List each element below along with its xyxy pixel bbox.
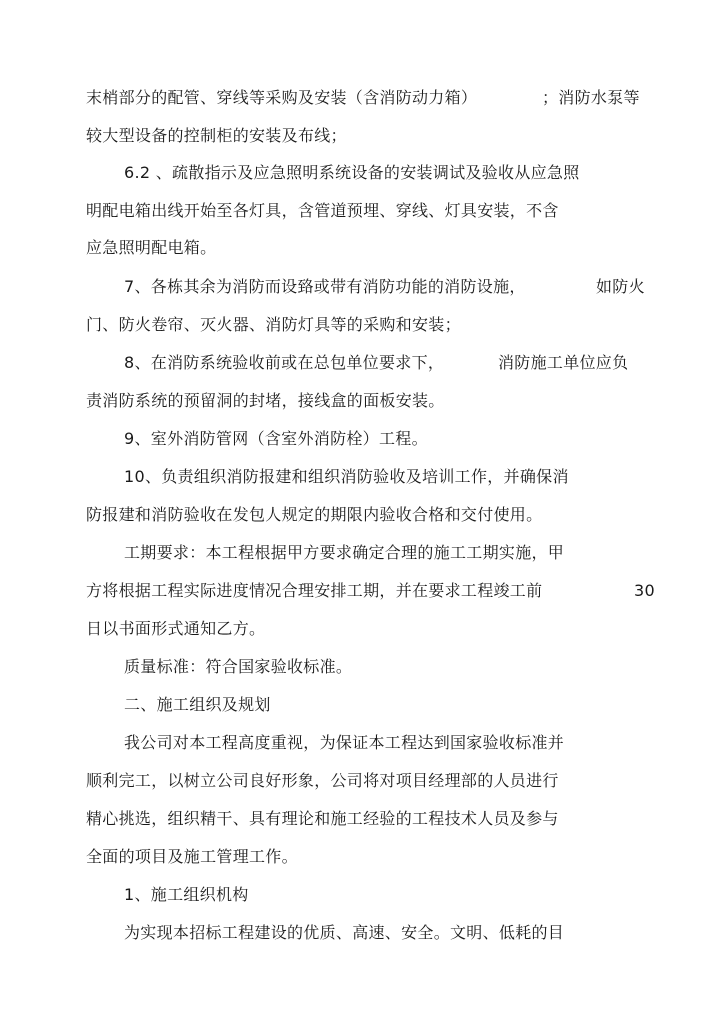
- text-line-1-main: 末梢部分的配管、穿线等采购及安装（含消防动力箱）: [86, 88, 478, 107]
- section-heading-2-text: 二、施工组织及规划: [124, 695, 271, 714]
- text-line-4: [86, 199, 559, 223]
- text-line-8-main: 8、在消防系统验收前或在总包单位要求下，: [124, 353, 445, 372]
- text-line-8: [124, 351, 629, 375]
- text-line-16-main: 质量标准：符合国家验收标准。: [124, 657, 353, 676]
- text-line-9-main: 责消防系统的预留洞的封堵，接线盒的面板安装。: [86, 391, 445, 410]
- text-line-21-main: 全面的项目及施工管理工作。: [86, 847, 298, 866]
- text-line-5: [86, 236, 216, 260]
- subsection-heading-1-text: 1、施工组织机构: [124, 885, 249, 904]
- section-heading-2: [124, 693, 271, 717]
- text-line-11: [124, 465, 569, 489]
- text-line-14-main: 方将根据工程实际进度情况合理安排工期，并在要求工程竣工前: [86, 581, 543, 600]
- text-line-16: [124, 655, 352, 679]
- text-line-3: [124, 161, 580, 185]
- text-line-18: [124, 731, 564, 755]
- text-line-5-main: 应急照明配电箱。: [86, 238, 217, 257]
- text-line-1: [86, 86, 640, 110]
- text-line-10-main: 9、室外消防管网（含室外消防栓）工程。: [124, 429, 428, 448]
- text-line-19-main: 顺利完工，以树立公司良好形象，公司将对项目经理部的人员进行: [86, 771, 559, 790]
- text-line-21: [86, 845, 298, 869]
- text-line-8-tail: 消防施工单位应负: [498, 353, 629, 372]
- text-line-19: [86, 769, 559, 793]
- text-line-1-tail: ；消防水泵等: [542, 88, 640, 107]
- text-line-23-main: 为实现本招标工程建设的优质、高速、安全。文明、低耗的目: [124, 923, 565, 942]
- text-line-15-main: 日以书面形式通知乙方。: [86, 619, 266, 638]
- text-line-10: [124, 427, 428, 451]
- text-line-14-tail: 30: [634, 581, 655, 600]
- text-line-13-main: 工期要求：本工程根据甲方要求确定合理的施工工期实施，甲: [124, 543, 565, 562]
- text-line-15: [86, 617, 265, 641]
- text-line-3-main: 6.2 、疏散指示及应急照明系统设备的安装调试及验收从应急照: [124, 163, 580, 182]
- subsection-heading-1: [124, 883, 249, 907]
- text-line-14: [86, 579, 655, 603]
- text-line-6-tail: 如防火: [596, 277, 645, 296]
- text-line-6-main: 7、各栋其余为消防而设臵或带有消防功能的消防设施，: [124, 277, 526, 296]
- text-line-4-main: 明配电箱出线开始至各灯具，含管道预埋、穿线、灯具安装，不含: [86, 201, 559, 220]
- text-line-20: [86, 807, 559, 831]
- text-line-12-main: 防报建和消防验收在发包人规定的期限内验收合格和交付使用。: [86, 505, 543, 524]
- text-line-20-main: 精心挑选，组织精干、具有理论和施工经验的工程技术人员及参与: [86, 809, 559, 828]
- text-line-6: [124, 275, 645, 299]
- text-line-13: [124, 541, 564, 565]
- text-line-9: [86, 389, 445, 413]
- text-line-7-main: 门、防火卷帘、灭火器、消防灯具等的采购和安装；: [86, 315, 461, 334]
- text-line-7: [86, 313, 461, 337]
- text-line-18-main: 我公司对本工程高度重视，为保证本工程达到国家验收标准并: [124, 733, 565, 752]
- text-line-2-main: 较大型设备的控制柜的安装及布线；: [86, 126, 347, 145]
- text-line-23: [124, 921, 564, 945]
- text-line-12: [86, 503, 542, 527]
- text-line-2: [86, 124, 347, 148]
- text-line-11-main: 10、负责组织消防报建和组织消防验收及培训工作，并确保消: [124, 467, 569, 486]
